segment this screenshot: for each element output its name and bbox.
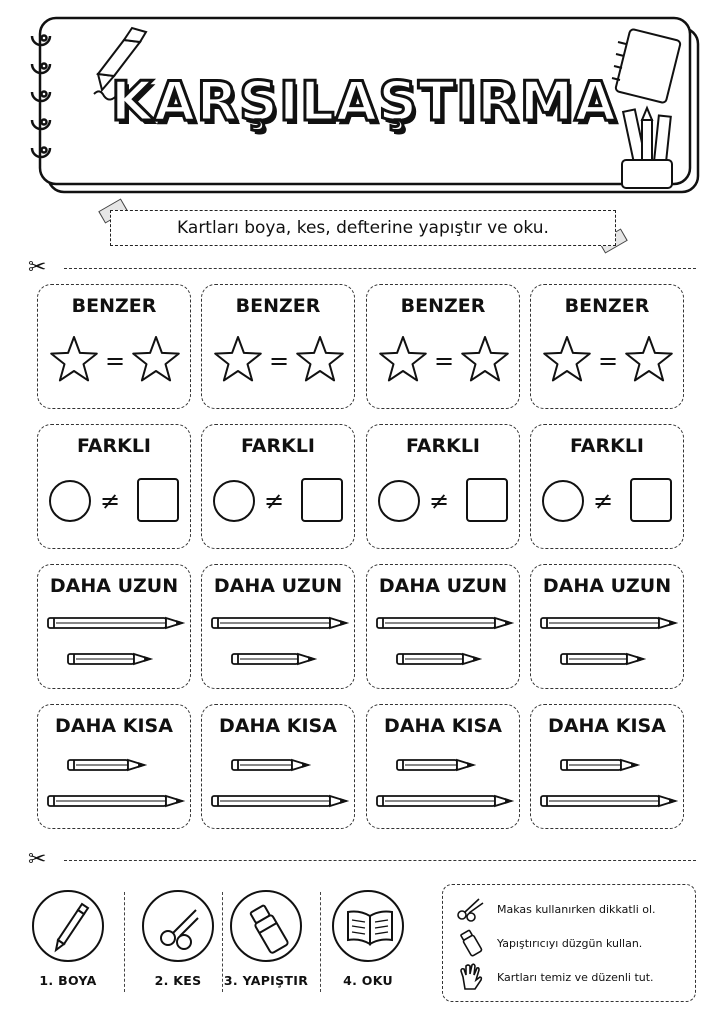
- card-illustration: [38, 425, 192, 550]
- card-illustration: [202, 285, 356, 410]
- not-equal-sign: ≠: [592, 487, 614, 515]
- pencil-icon: [34, 892, 106, 964]
- card-shorter[interactable]: [366, 704, 520, 829]
- equal-sign: =: [104, 347, 126, 375]
- rule-item: [453, 895, 687, 923]
- step-circle: [142, 890, 214, 962]
- card-different[interactable]: [201, 424, 355, 549]
- card-label: BENZER: [400, 295, 486, 317]
- cut-line-bottom: [28, 847, 696, 872]
- rule-text: Makas kullanırken dikkatli ol.: [497, 902, 656, 916]
- card-label: FARKLI: [405, 435, 481, 457]
- card-illustration: [367, 425, 521, 550]
- card-illustration: [367, 565, 521, 690]
- card-illustration: [531, 425, 685, 550]
- rule-item: [453, 929, 687, 957]
- card-label: BENZER: [235, 295, 321, 317]
- star-icon: [133, 337, 179, 380]
- not-equal-sign: ≠: [263, 487, 285, 515]
- pencil-icon: [377, 618, 511, 628]
- not-equal-sign: ≠: [99, 487, 121, 515]
- card-label: FARKLI: [76, 435, 152, 457]
- pencil-icon: [68, 760, 144, 770]
- dashed-line: [64, 268, 696, 269]
- scissors-icon: [453, 895, 489, 923]
- card-longer[interactable]: [530, 564, 684, 689]
- instruction-text: Kartları boya, kes, defterine yapıştır ve oku.: [110, 210, 616, 246]
- step-label: 2. KES: [154, 973, 202, 988]
- circle-icon: [379, 481, 419, 521]
- card-label: DAHA KISA: [548, 715, 666, 737]
- pencil-icon: [561, 654, 643, 664]
- hand-icon: [453, 963, 489, 991]
- card-different[interactable]: [37, 424, 191, 549]
- step-read: [318, 887, 418, 997]
- glue-stick-icon: [232, 892, 304, 964]
- step-circle: [332, 890, 404, 962]
- card-illustration: [531, 285, 685, 410]
- card-label: DAHA UZUN: [378, 575, 508, 597]
- star-icon: [544, 337, 590, 380]
- card-label: DAHA KISA: [55, 715, 173, 737]
- card-illustration: [202, 705, 356, 830]
- card-illustration: [202, 565, 356, 690]
- card-illustration: [531, 705, 685, 830]
- dashed-line: [64, 860, 696, 861]
- scissors-icon: [144, 892, 216, 964]
- step-circle: [230, 890, 302, 962]
- pencil-icon: [377, 796, 511, 806]
- cut-line-top: [28, 255, 696, 280]
- card-label: BENZER: [71, 295, 157, 317]
- star-icon: [51, 337, 97, 380]
- card-similar[interactable]: [37, 284, 191, 409]
- card-similar[interactable]: [530, 284, 684, 409]
- card-longer[interactable]: [37, 564, 191, 689]
- step-label: 4. OKU: [343, 973, 393, 988]
- card-illustration: [202, 425, 356, 550]
- square-icon: [631, 479, 671, 521]
- card-longer[interactable]: [366, 564, 520, 689]
- card-label: FARKLI: [240, 435, 316, 457]
- card-label: DAHA UZUN: [213, 575, 343, 597]
- card-shorter[interactable]: [530, 704, 684, 829]
- square-icon: [467, 479, 507, 521]
- step-paint: [18, 887, 118, 997]
- card-different[interactable]: [530, 424, 684, 549]
- card-illustration: [38, 565, 192, 690]
- pencil-icon: [561, 760, 637, 770]
- card-illustration: [38, 285, 192, 410]
- glue-stick-icon: [453, 929, 489, 957]
- pencil-icon: [541, 618, 675, 628]
- card-illustration: [38, 705, 192, 830]
- card-illustration: [367, 705, 521, 830]
- star-icon: [462, 337, 508, 380]
- star-icon: [626, 337, 672, 380]
- step-cut: [128, 887, 228, 997]
- step-circle: [32, 890, 104, 962]
- scissors-icon: ✂: [28, 847, 47, 872]
- card-label: FARKLI: [569, 435, 645, 457]
- pencil-icon: [232, 654, 314, 664]
- title-notebook: [28, 14, 700, 194]
- not-equal-sign: ≠: [428, 487, 450, 515]
- card-shorter[interactable]: [201, 704, 355, 829]
- circle-icon: [50, 481, 90, 521]
- instruction-banner: [100, 200, 626, 250]
- card-similar[interactable]: [201, 284, 355, 409]
- open-book-icon: [334, 892, 406, 964]
- equal-sign: =: [597, 347, 619, 375]
- card-label: DAHA UZUN: [542, 575, 672, 597]
- circle-icon: [543, 481, 583, 521]
- square-icon: [138, 479, 178, 521]
- card-illustration: [531, 565, 685, 690]
- pencil-icon: [212, 618, 346, 628]
- pencil-icon: [397, 654, 479, 664]
- card-different[interactable]: [366, 424, 520, 549]
- card-label: DAHA UZUN: [49, 575, 179, 597]
- scissors-icon: ✂: [28, 255, 47, 280]
- rule-text: Kartları temiz ve düzenli tut.: [497, 970, 654, 984]
- card-label: DAHA KISA: [219, 715, 337, 737]
- pencil-icon: [397, 760, 473, 770]
- star-icon: [297, 337, 343, 380]
- pencil-icon: [541, 796, 675, 806]
- star-icon: [380, 337, 426, 380]
- step-label: 3. YAPIŞTIR: [223, 973, 309, 988]
- card-illustration: [367, 285, 521, 410]
- card-label: DAHA KISA: [384, 715, 502, 737]
- star-icon: [215, 337, 261, 380]
- card-shorter[interactable]: [37, 704, 191, 829]
- rule-item: [453, 963, 687, 991]
- rule-text: Yapıştırıcıyı düzgün kullan.: [497, 936, 643, 950]
- pencil-icon: [48, 618, 182, 628]
- card-label: BENZER: [564, 295, 650, 317]
- step-glue: [216, 887, 316, 997]
- equal-sign: =: [433, 347, 455, 375]
- step-label: 1. BOYA: [39, 973, 97, 988]
- pencil-icon: [68, 654, 150, 664]
- circle-icon: [214, 481, 254, 521]
- step-separator: [124, 892, 125, 992]
- equal-sign: =: [268, 347, 290, 375]
- card-similar[interactable]: [366, 284, 520, 409]
- page-title: KARŞILAŞTIRMA: [110, 70, 618, 133]
- pencil-icon: [48, 796, 182, 806]
- rules-box: [442, 884, 696, 1002]
- pencil-icon: [212, 796, 346, 806]
- card-longer[interactable]: [201, 564, 355, 689]
- square-icon: [302, 479, 342, 521]
- pencil-icon: [232, 760, 308, 770]
